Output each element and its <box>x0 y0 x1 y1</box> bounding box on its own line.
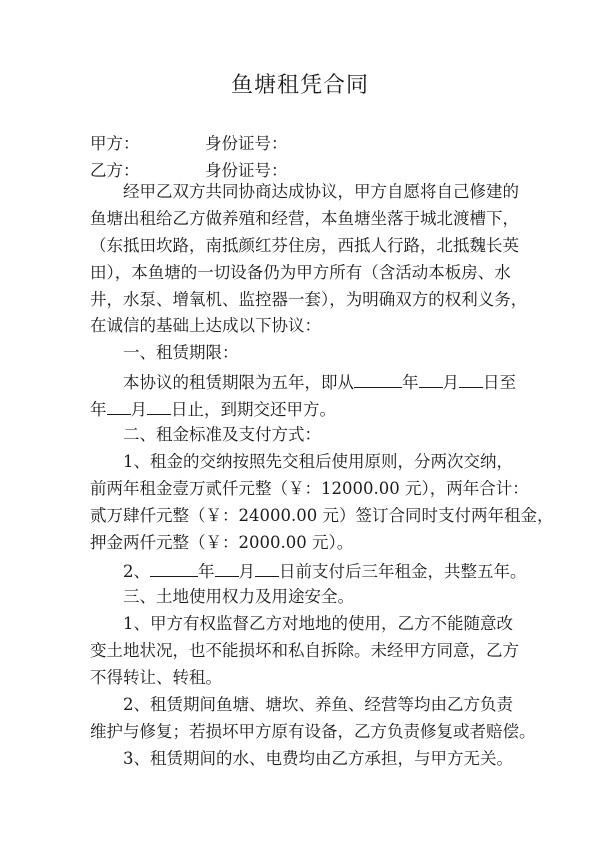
intro-line-1: 经甲乙双方共同协商达成协议，甲方自愿将自己修建的 <box>123 182 519 201</box>
rent2-month-label: 月 <box>238 562 255 581</box>
land-line-2: 变土地状况，也不能损坏和私自拆除。未经甲方同意，乙方 <box>90 641 519 660</box>
section-heading-term: 一、租赁期限： <box>123 343 239 362</box>
blank-pay-month <box>215 562 239 577</box>
intro-line-3: （东抵田坎路，南抵颜红芬住房，西抵人行路，北抵魏长英 <box>90 236 519 255</box>
land-line-4: 2、租赁期间鱼塘、塘坎、养鱼、经营等均由乙方负责 <box>123 695 513 714</box>
party-a-id-label: 身份证号： <box>205 134 288 153</box>
party-b-id-label: 身份证号： <box>205 161 288 180</box>
blank-end-month <box>107 400 131 415</box>
document-title: 鱼塘租凭合同 <box>230 73 369 98</box>
rent-line-2: 前两年租金壹万贰仟元整（￥：12000.00 元），两年合计： <box>90 479 529 498</box>
intro-line-5: 井，水泵、增氧机、监控器一套），为明确双方的权利义务， <box>90 290 528 309</box>
land-line-5: 维护与修复；若损坏甲方原有设备，乙方负责修复或者赔偿。 <box>90 722 536 741</box>
land-line-1: 1、甲方有权监督乙方对地地的使用，乙方不能随意改 <box>123 614 513 633</box>
term-text-from: 本协议的租赁期限为五年，即从 <box>123 373 354 392</box>
blank-start-month <box>419 373 443 388</box>
rent-line-3: 贰万肆仟元整（￥：24000.00 元）签订合同时支付两年租金， <box>90 506 554 525</box>
land-line-3: 不得转让、转租。 <box>90 668 222 687</box>
blank-start-year <box>354 373 402 388</box>
intro-line-2: 鱼塘出租给乙方做养殖和经营，本鱼塘坐落于城北渡槽下， <box>90 209 519 228</box>
land-line-6: 3、租赁期间的水、电费均由乙方承担，与甲方无关。 <box>123 749 513 768</box>
blank-end-day <box>147 400 171 415</box>
section-heading-rent: 二、租金标准及支付方式： <box>123 425 321 444</box>
term-day-to-label: 日至 <box>483 373 516 392</box>
term-end-year-label: 年 <box>90 400 107 419</box>
party-b-label: 乙方： <box>90 161 140 180</box>
party-a-label: 甲方： <box>90 134 140 153</box>
rent-line-5 <box>123 562 527 581</box>
intro-line-6: 在诚信的基础上达成以下协议： <box>90 316 321 335</box>
term-line-2 <box>90 400 336 419</box>
rent-line-1: 1、租金的交纳按照先交租后使用原则，分两次交纳， <box>123 452 513 471</box>
intro-line-4: 田），本鱼塘的一切设备仍为甲方所有（含活动本板房、水 <box>90 263 511 282</box>
rent-line-4: 押金两仟元整（￥：2000.00 元）。 <box>90 533 354 552</box>
term-month-label: 月 <box>442 373 459 392</box>
rent2-number: 2、 <box>123 562 150 581</box>
blank-pay-year <box>150 562 198 577</box>
blank-start-day <box>459 373 483 388</box>
term-year-label: 年 <box>402 373 419 392</box>
term-end-text: 日止，到期交还甲方。 <box>171 400 336 419</box>
rent2-year-label: 年 <box>198 562 215 581</box>
term-end-month-label: 月 <box>130 400 147 419</box>
section-heading-land: 三、土地使用权力及用途安全。 <box>123 587 354 606</box>
term-line-1 <box>123 373 516 392</box>
blank-pay-day <box>255 562 279 577</box>
rent2-text: 日前支付后三年租金，共整五年。 <box>279 562 527 581</box>
